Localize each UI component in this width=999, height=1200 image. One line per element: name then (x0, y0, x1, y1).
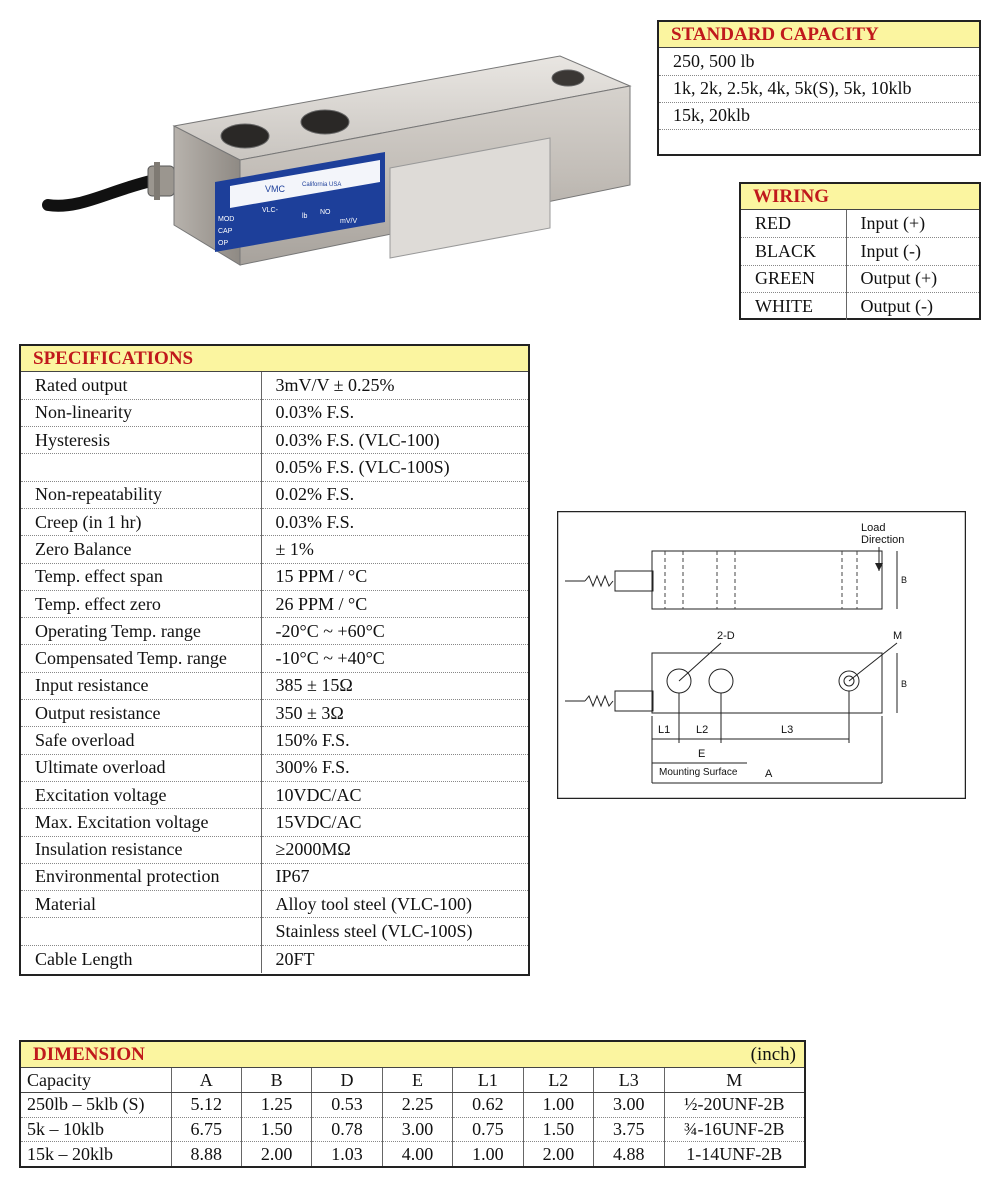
spec-value: Alloy tool steel (VLC-100) (261, 891, 528, 918)
label-op-unit: mV/V (340, 218, 358, 225)
mounting-label: Mounting Surface (659, 767, 738, 778)
wire-color: GREEN (741, 265, 846, 293)
load-label: Load (861, 522, 886, 534)
spec-value: 20FT (275, 948, 315, 969)
spec-key: Non-repeatability (21, 481, 261, 508)
spec-value: 385 ± 15Ω (261, 672, 528, 699)
spec-value: ≥2000MΩ (261, 836, 528, 863)
cell: 5k – 10klb (21, 1117, 171, 1142)
direction-label: Direction (861, 534, 905, 546)
dimension-row (21, 1142, 804, 1167)
dimension-drawing (557, 511, 966, 799)
cell: ¾-16UNF-2B (664, 1117, 804, 1142)
spec-value: 150% F.S. (261, 727, 528, 754)
product-tagline: California USA (302, 182, 342, 188)
spec-key: Max. Excitation voltage (21, 809, 261, 836)
specifications-panel (19, 344, 530, 976)
spec-row (21, 427, 528, 454)
col-header: L3 (594, 1068, 664, 1093)
product-brand: VMC (265, 184, 285, 194)
label-cap: CAP (218, 228, 233, 235)
cell: ½-20UNF-2B (664, 1093, 804, 1118)
wire-color: WHITE (741, 293, 846, 321)
spec-value: 300% F.S. (261, 754, 528, 781)
wiring-title: WIRING (741, 184, 979, 210)
spec-key: Input resistance (21, 672, 261, 699)
spec-key: Temp. effect zero (21, 590, 261, 617)
cell: 0.78 (312, 1117, 382, 1142)
spec-key: Compensated Temp. range (21, 645, 261, 672)
spec-row (21, 563, 528, 590)
label-mod: MOD (218, 216, 235, 223)
spec-row (21, 754, 528, 781)
spec-row (21, 481, 528, 508)
label-op: OP (218, 240, 229, 247)
spec-key: Hysteresis (21, 427, 261, 454)
capacity-row: 1k, 2k, 2.5k, 4k, 5k(S), 5k, 10klb (659, 75, 979, 102)
spec-row (21, 672, 528, 699)
cell: 1.50 (241, 1117, 311, 1142)
spec-key (21, 918, 261, 945)
spec-value: 3mV/V ± 0.25% (261, 372, 528, 399)
cell: 4.00 (382, 1142, 452, 1167)
cell: 4.88 (594, 1142, 664, 1167)
capacity-row (659, 129, 979, 156)
cell: 1.25 (241, 1093, 311, 1118)
cell: 0.75 (453, 1117, 523, 1142)
cell: 8.88 (171, 1142, 241, 1167)
col-header: L1 (453, 1068, 523, 1093)
dimension-panel (19, 1040, 806, 1168)
spec-key: Ultimate overload (21, 754, 261, 781)
label-cap-unit: lb (302, 213, 308, 220)
cell: 2.00 (241, 1142, 311, 1167)
cell: 2.25 (382, 1093, 452, 1118)
spec-value: ± 1% (261, 536, 528, 563)
cell: 0.62 (453, 1093, 523, 1118)
cell: 1.03 (312, 1142, 382, 1167)
m-label: M (893, 630, 903, 642)
spec-value: -20°C ~ +60°C (261, 618, 528, 645)
cell: 0.53 (312, 1093, 382, 1118)
dimension-title: DIMENSION (33, 1044, 145, 1065)
col-header: L2 (523, 1068, 593, 1093)
dimension-header-row (21, 1068, 804, 1093)
spec-row (21, 809, 528, 836)
wire-function: Output (+) (846, 265, 979, 293)
spec-row (21, 727, 528, 754)
capacity-panel (657, 20, 981, 156)
cell: 5.12 (171, 1093, 241, 1118)
spec-key: Creep (in 1 hr) (21, 508, 261, 535)
spec-key: Environmental protection (21, 863, 261, 890)
spec-value: 15VDC/AC (261, 809, 528, 836)
spec-row (21, 399, 528, 426)
specifications-title: SPECIFICATIONS (21, 346, 528, 372)
spec-key (21, 454, 261, 481)
spec-value: -10°C ~ +40°C (261, 645, 528, 672)
spec-row (21, 891, 528, 918)
dimension-unit: (inch) (750, 1044, 796, 1065)
spec-value: 0.03% F.S. (261, 508, 528, 535)
cell: 1-14UNF-2B (686, 1143, 783, 1164)
l3-label: L3 (781, 724, 794, 736)
wire-color: BLACK (741, 238, 846, 266)
spec-row (21, 618, 528, 645)
wiring-panel (739, 182, 981, 320)
col-header: Capacity (21, 1068, 171, 1093)
spec-value: IP67 (261, 863, 528, 890)
wire-function: Input (-) (846, 238, 979, 266)
spec-value: 26 PPM / °C (261, 590, 528, 617)
spec-key: Cable Length (21, 945, 261, 972)
product-photo (40, 20, 640, 290)
cell: 250lb – 5klb (S) (21, 1093, 171, 1118)
spec-row (21, 836, 528, 863)
cell: 1.00 (453, 1142, 523, 1167)
wiring-row (741, 238, 979, 266)
spec-key: Rated output (21, 372, 261, 399)
dimension-row (21, 1117, 804, 1142)
spec-row (21, 781, 528, 808)
col-header: B (241, 1068, 311, 1093)
dimension-header (21, 1042, 804, 1068)
cell: 3.75 (594, 1117, 664, 1142)
spec-key: Non-linearity (21, 399, 261, 426)
b-label-top: B (901, 575, 908, 585)
spec-row (21, 372, 528, 399)
wiring-row (741, 210, 979, 238)
dimension-row (21, 1093, 804, 1118)
spec-row (21, 536, 528, 563)
spec-value: 0.02% F.S. (261, 481, 528, 508)
spec-row (21, 508, 528, 535)
wire-function: Input (+) (846, 210, 979, 238)
spec-key: Zero Balance (21, 536, 261, 563)
cell: 1.50 (523, 1117, 593, 1142)
spec-key: Material (21, 891, 261, 918)
col-header: M (664, 1068, 804, 1093)
spec-row (21, 454, 528, 481)
spec-row (21, 645, 528, 672)
cell: 3.00 (594, 1093, 664, 1118)
a-label: A (765, 768, 773, 780)
wire-function: Output (-) (860, 296, 933, 316)
cell: 2.00 (523, 1142, 593, 1167)
spec-value: 350 ± 3Ω (261, 700, 528, 727)
label-no: NO (320, 209, 331, 216)
spec-row (21, 863, 528, 890)
spec-value: 0.03% F.S. (VLC-100) (261, 427, 528, 454)
spec-key: Output resistance (21, 700, 261, 727)
spec-key: Insulation resistance (21, 836, 261, 863)
col-header: E (382, 1068, 452, 1093)
spec-key: Excitation voltage (21, 781, 261, 808)
cell: 1.00 (523, 1093, 593, 1118)
b-label-bottom: B (901, 679, 908, 689)
wiring-row (741, 265, 979, 293)
spec-key: Safe overload (21, 727, 261, 754)
e-label: E (698, 748, 706, 760)
spec-value: 0.05% F.S. (VLC-100S) (261, 454, 528, 481)
spec-value: 15 PPM / °C (261, 563, 528, 590)
label-model: VLC- (262, 207, 278, 214)
spec-key: Operating Temp. range (21, 618, 261, 645)
spec-key: Temp. effect span (21, 563, 261, 590)
wire-color: RED (741, 210, 846, 238)
spec-value: Stainless steel (VLC-100S) (261, 918, 528, 945)
cell: 15k – 20klb (21, 1142, 171, 1167)
col-header: D (312, 1068, 382, 1093)
col-header: A (171, 1068, 241, 1093)
cell: 3.00 (382, 1117, 452, 1142)
hole-label: 2-D (717, 630, 735, 642)
capacity-title: STANDARD CAPACITY (659, 22, 979, 48)
l1-label: L1 (658, 724, 671, 736)
cell: 6.75 (171, 1117, 241, 1142)
spec-row (21, 700, 528, 727)
l2-label: L2 (696, 724, 709, 736)
spec-value: 10VDC/AC (261, 781, 528, 808)
wiring-row (741, 293, 979, 321)
capacity-row: 250, 500 lb (659, 48, 979, 75)
spec-row (21, 918, 528, 945)
capacity-row: 15k, 20klb (659, 102, 979, 129)
spec-value: 0.03% F.S. (261, 399, 528, 426)
spec-row (21, 945, 528, 972)
spec-row (21, 590, 528, 617)
